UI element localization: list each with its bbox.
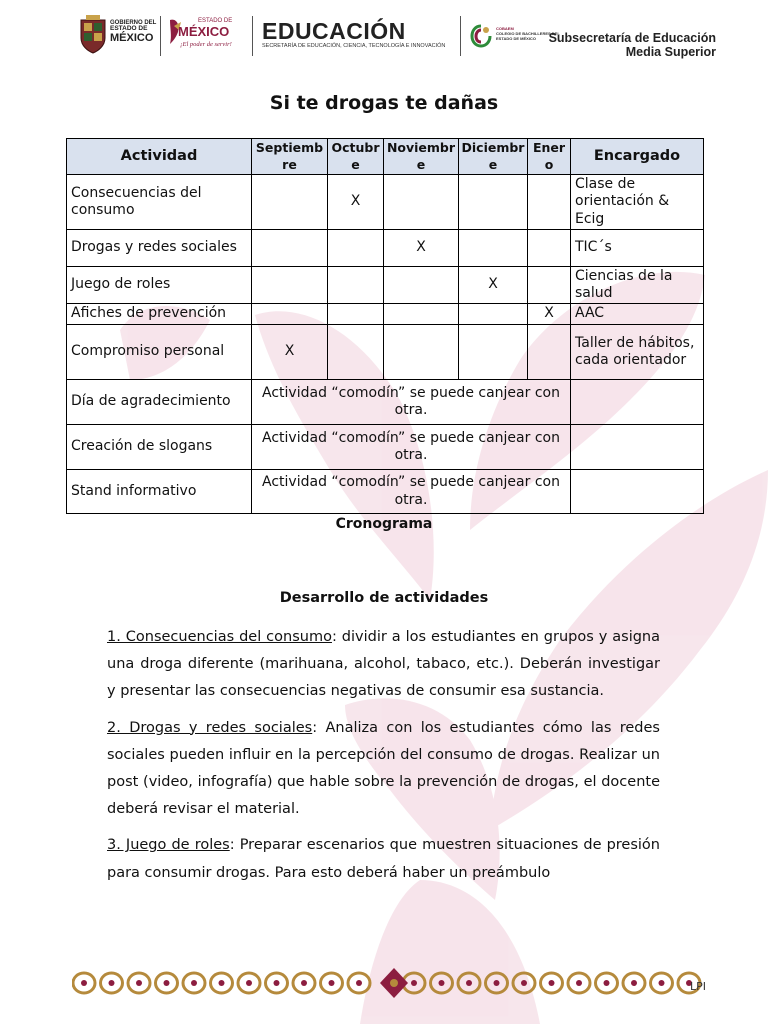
ornament-dot xyxy=(521,980,527,986)
ornament-dot xyxy=(191,980,197,986)
month-cell: X xyxy=(528,304,571,325)
ornament-dot xyxy=(219,980,225,986)
month-cell xyxy=(459,175,528,230)
wildcard-note-cell: Actividad “comodín” se puede canjear con otra. xyxy=(252,380,571,425)
table-header-row xyxy=(67,139,704,175)
owner-cell xyxy=(571,470,704,514)
table-caption: Cronograma xyxy=(335,516,433,532)
column-header: Octubre xyxy=(328,139,384,175)
ornament-dot xyxy=(439,980,445,986)
activity-name: 1. Consecuencias del consumo xyxy=(107,629,332,645)
subsec-line-2: Media Superior xyxy=(625,45,716,60)
activity-cell: Stand informativo xyxy=(67,470,252,514)
ornament-dot xyxy=(136,980,142,986)
month-cell xyxy=(528,230,571,267)
ornament-dot xyxy=(246,980,252,986)
month-cell: X xyxy=(459,267,528,304)
activity-cell: Drogas y redes sociales xyxy=(67,230,252,267)
activity-paragraph xyxy=(107,624,660,706)
ornament-center-dot xyxy=(390,979,398,987)
ornament-dot xyxy=(549,980,555,986)
owner-cell: Ciencias de la salud xyxy=(571,267,704,304)
wildcard-note-cell: Actividad “comodín” se puede canjear con otra. xyxy=(252,425,571,470)
cobaem-line-2: COLEGIO DE BACHILLERES DEL xyxy=(496,31,560,37)
activity-cell: Día de agradecimiento xyxy=(67,380,252,425)
activity-cell: Creación de slogans xyxy=(67,425,252,470)
ornament-dot xyxy=(466,980,472,986)
month-cell xyxy=(528,267,571,304)
ornament-dot xyxy=(274,980,280,986)
month-cell xyxy=(384,325,459,380)
month-cell xyxy=(252,304,328,325)
month-cell xyxy=(252,175,328,230)
activity-text: : Analiza con los estudiantes cómo las redes sociales pueden influir en la percepción del consumo de drogas. Realizar un post (video, infografía) que hable sobre la prevención de drogas, el docente deberá revisar el material. xyxy=(107,719,660,818)
owner-cell: Taller de hábitos, cada orientador xyxy=(571,325,704,380)
month-cell: X xyxy=(252,325,328,380)
subsec-line-1: Subsecretaría de Educación xyxy=(548,31,716,45)
month-cell xyxy=(328,267,384,304)
education-subtitle: SECRETARÍA DE EDUCACIÓN, CIENCIA, TECNOLOGÍA E INNOVACIÓN xyxy=(262,43,446,49)
month-cell xyxy=(328,304,384,325)
ornament-dot xyxy=(576,980,582,986)
page-header xyxy=(0,0,768,70)
cobaem-logo-icon xyxy=(470,24,492,48)
activity-name: 2. Drogas y redes sociales xyxy=(107,719,313,736)
column-header: Septiembre xyxy=(252,139,328,175)
month-cell xyxy=(252,267,328,304)
month-cell xyxy=(384,175,459,230)
table-row xyxy=(67,325,704,380)
table-row xyxy=(67,175,704,230)
schedule-table xyxy=(66,138,704,514)
state-seal-icon xyxy=(78,14,108,54)
activity-name: 3. Juego de roles xyxy=(107,837,230,854)
gob-line-2: ESTADO DE xyxy=(110,25,148,33)
month-cell xyxy=(459,230,528,267)
owner-cell: AAC xyxy=(571,304,704,325)
subsecretariat-title xyxy=(549,31,716,60)
ornament-dot xyxy=(659,980,665,986)
ornamental-footer-border xyxy=(72,966,716,1000)
month-cell: X xyxy=(384,230,459,267)
edomex-small-label: ESTADO DE xyxy=(198,18,233,24)
owner-cell xyxy=(571,380,704,425)
wildcard-note-cell: Actividad “comodín” se puede canjear con otra. xyxy=(252,470,571,514)
section-title: Desarrollo de actividades xyxy=(279,590,489,606)
table-row xyxy=(67,470,704,514)
activity-text: : Preparar escenarios que muestren situaciones de presión para consumir drogas. Para esto deberá haber un preámbulo xyxy=(107,837,660,881)
month-cell xyxy=(528,325,571,380)
column-header: Encargado xyxy=(571,139,704,175)
column-header: Actividad xyxy=(67,139,252,175)
edomex-logo xyxy=(168,16,246,52)
month-cell xyxy=(328,325,384,380)
month-cell: X xyxy=(328,175,384,230)
cobaem-line-3: ESTADO DE MÉXICO xyxy=(496,36,536,42)
owner-cell: TIC´s xyxy=(571,230,704,267)
table-row xyxy=(67,230,704,267)
page-number: LPI xyxy=(690,980,707,993)
activities-description xyxy=(107,624,660,896)
table-row xyxy=(67,380,704,425)
column-header: Diciembre xyxy=(459,139,528,175)
table-row xyxy=(67,304,704,325)
column-header: Noviembre xyxy=(384,139,459,175)
table-row xyxy=(67,267,704,304)
ornament-dot xyxy=(109,980,115,986)
header-divider xyxy=(460,16,461,56)
column-header: Enero xyxy=(528,139,571,175)
ornament-dot xyxy=(301,980,307,986)
education-logo-text: EDUCACIÓN xyxy=(262,18,406,44)
owner-cell xyxy=(571,425,704,470)
month-cell xyxy=(384,267,459,304)
activity-paragraph xyxy=(107,832,660,886)
ornament-dot xyxy=(81,980,87,986)
ornament-dot xyxy=(329,980,335,986)
table-row xyxy=(67,425,704,470)
header-divider xyxy=(252,16,253,56)
header-divider xyxy=(160,16,161,56)
ornament-dot xyxy=(494,980,500,986)
activity-cell: Afiches de prevención xyxy=(67,304,252,325)
month-cell xyxy=(252,230,328,267)
activity-paragraph xyxy=(107,715,660,824)
ornament-dot xyxy=(356,980,362,986)
ornament-dot xyxy=(164,980,170,986)
month-cell xyxy=(528,175,571,230)
owner-cell: Clase de orientación & Ecig xyxy=(571,175,704,230)
edomex-slogan: ¡El poder de servir! xyxy=(180,41,232,48)
activity-cell: Compromiso personal xyxy=(67,325,252,380)
month-cell xyxy=(459,304,528,325)
month-cell xyxy=(459,325,528,380)
month-cell xyxy=(384,304,459,325)
gob-line-3: MÉXICO xyxy=(110,32,154,45)
ornament-dot xyxy=(604,980,610,986)
state-government-text xyxy=(110,20,156,45)
month-cell xyxy=(328,230,384,267)
ornament-dot xyxy=(631,980,637,986)
edomex-big-label: MÉXICO xyxy=(178,24,230,39)
activity-cell: Juego de roles xyxy=(67,267,252,304)
gob-line-1: GOBIERNO DEL xyxy=(110,20,157,26)
ornament-dot xyxy=(411,980,417,986)
cobaem-line-1: COBAEM xyxy=(496,26,514,31)
activity-cell: Consecuencias del consumo xyxy=(67,175,252,230)
activity-text: : dividir a los estudiantes en grupos y asigna una droga diferente (marihuana, alcohol, tabaco, etc.). Deberán investigar y presentar las consecuencias negativas de consumir esa sustancia. xyxy=(107,629,660,700)
document-title: Si te drogas te dañas xyxy=(269,92,499,114)
